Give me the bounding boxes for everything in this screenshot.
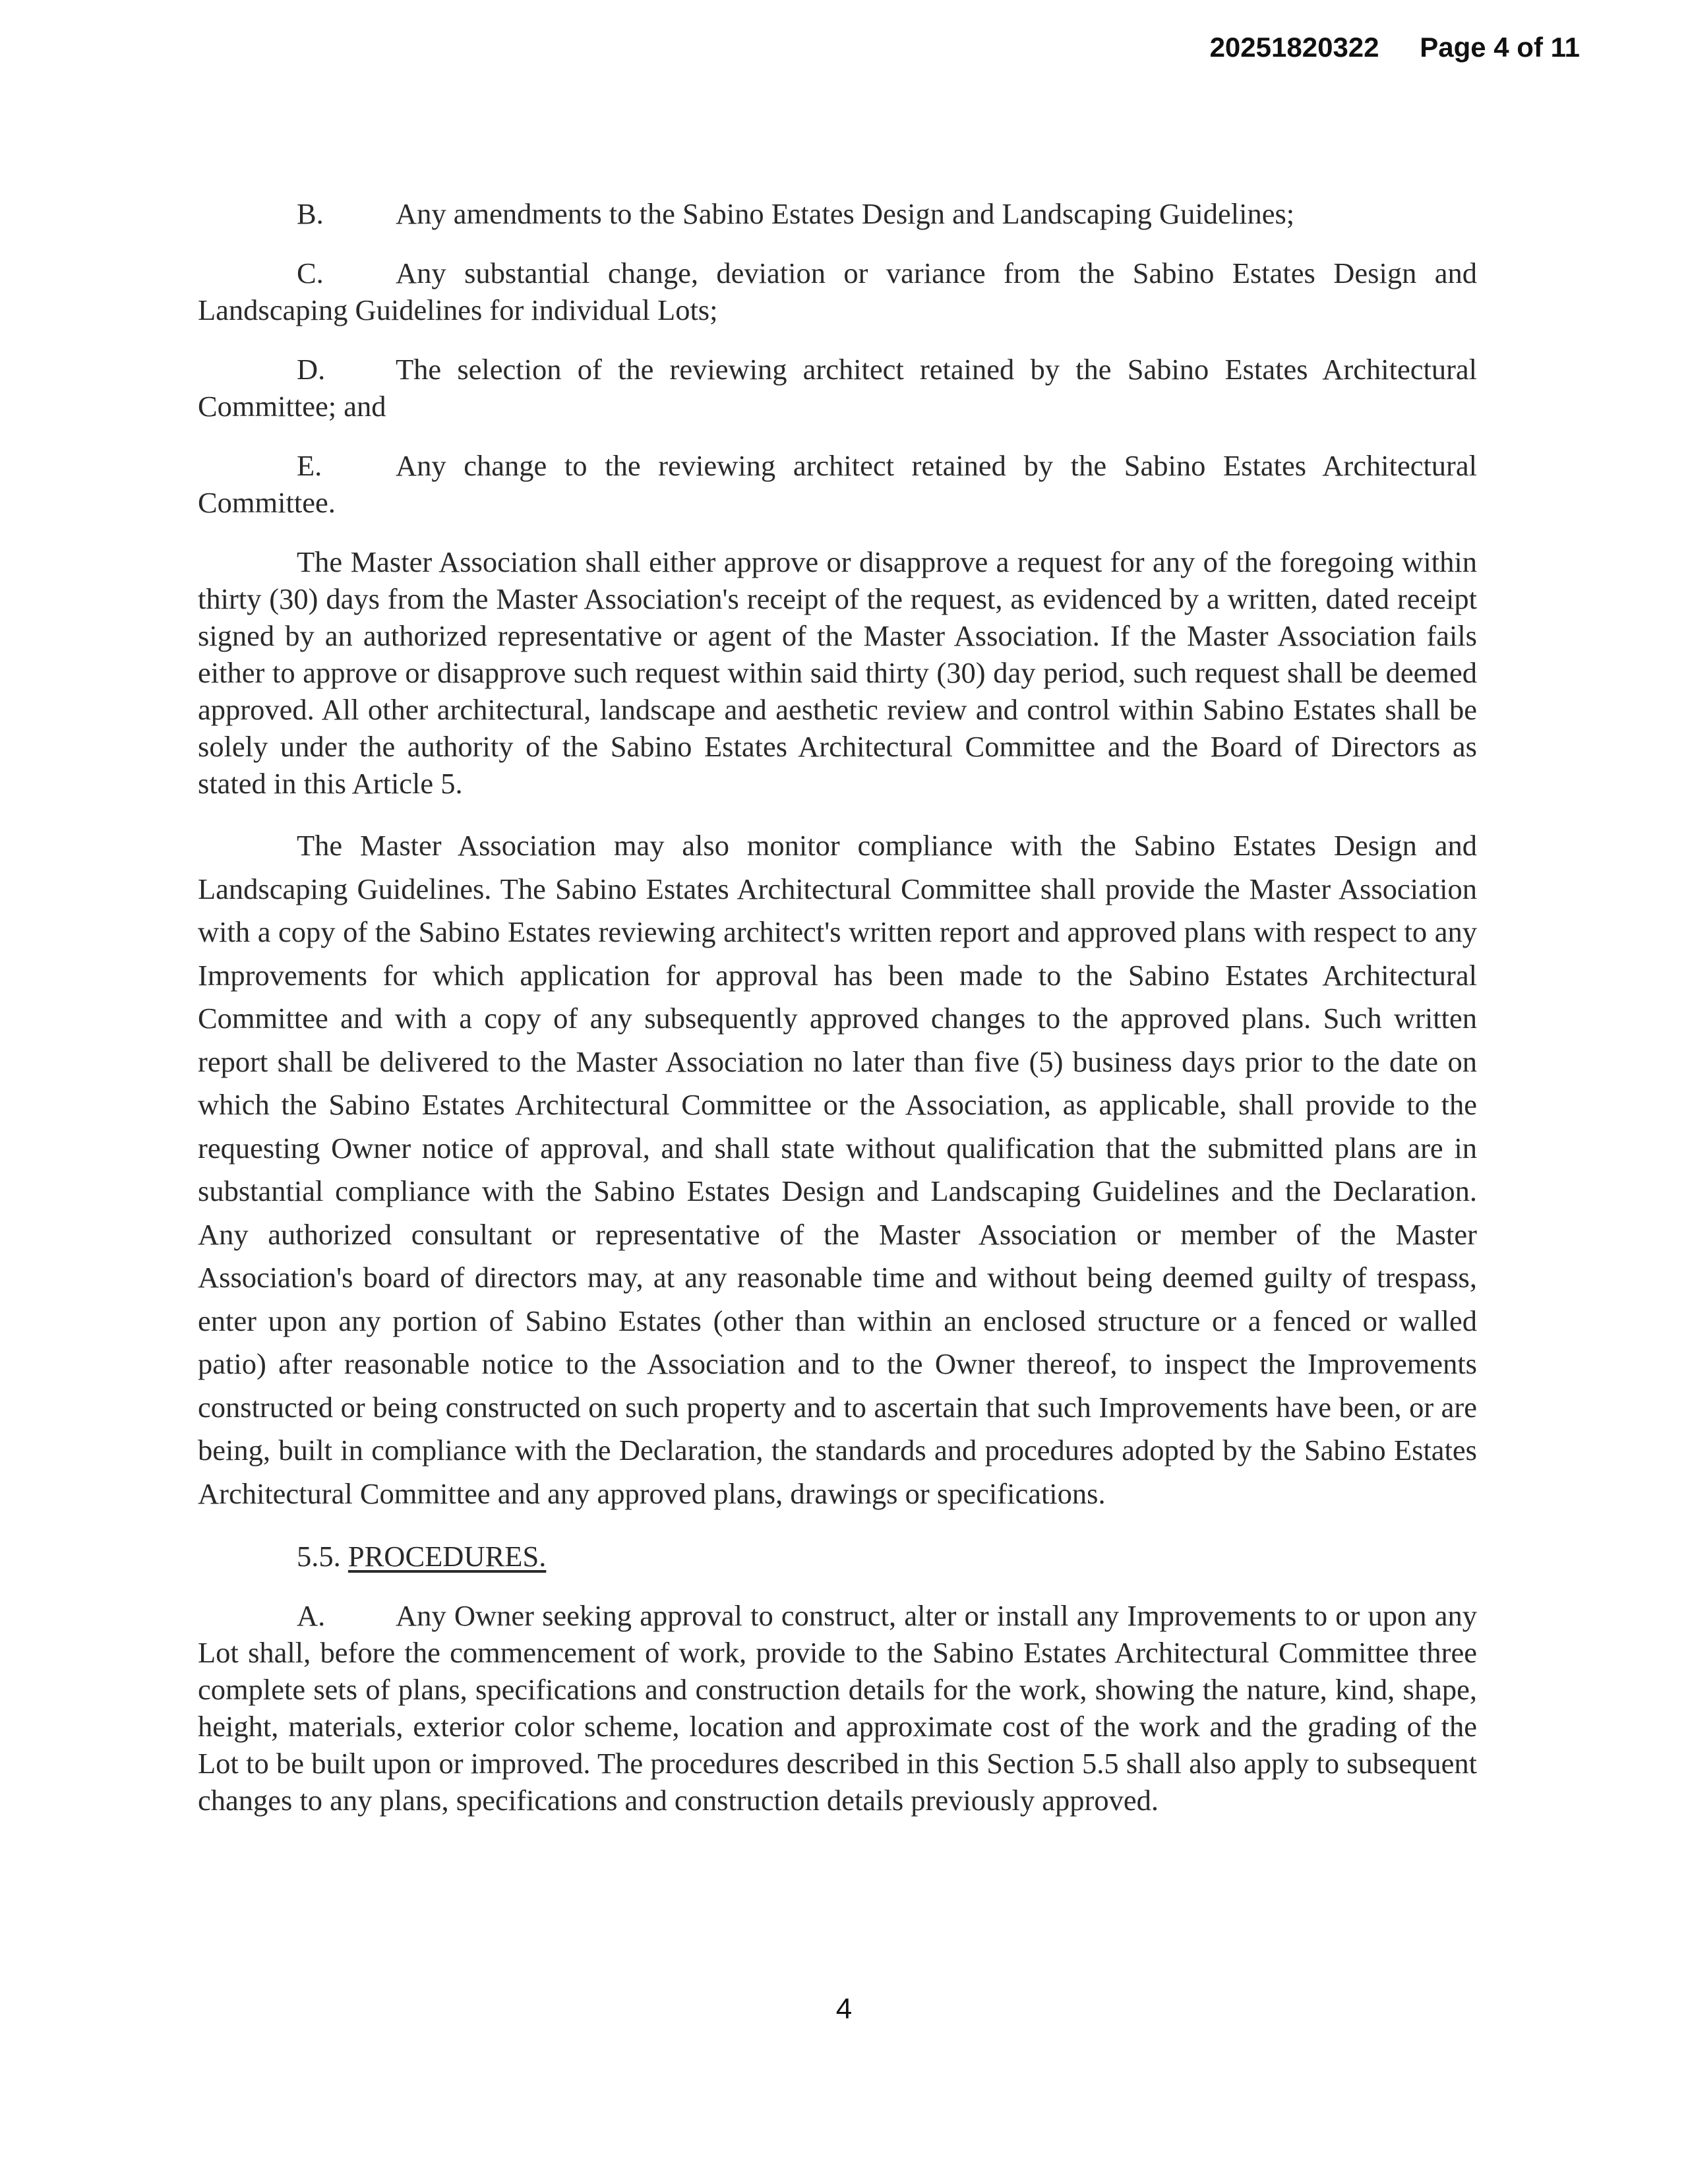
list-item-label: A. (297, 1599, 326, 1632)
list-item-text: Any substantial change, deviation or variance from the Sabino Estates Design and Landscaping Guidelines for individual Lots; (198, 257, 1477, 326)
page-header (1210, 32, 1580, 63)
list-item-text: Any change to the reviewing architect retained by the Sabino Estates Architectural Committee. (198, 449, 1477, 519)
list-item-label: C. (297, 257, 324, 289)
list-item-label: E. (297, 449, 322, 482)
procedure-item-a (198, 1597, 1477, 1819)
section-number: 5.5. (297, 1540, 341, 1573)
list-item-label: D. (297, 353, 326, 386)
list-item-label: B. (297, 197, 324, 230)
document-number: 20251820322 (1209, 32, 1379, 63)
monitoring-paragraph: The Master Association may also monitor compliance with the Sabino Estates Design and Landscaping Guidelines. The Sabino Estates Architectural Committee shall provide the Master Association with a copy of the Sabino Estates reviewing architect's written report and approved plans with respect to any Improvements for which application for approval has been made to the Sabino Estates Architectural Committee and with a copy of any subsequently approved changes to the approved plans. Such written report shall be delivered to the Master Association no later than five (5) business days prior to the date on which the Sabino Estates Architectural Committee or the Association, as applicable, shall provide to the requesting Owner notice of approval, and shall state without qualification that the submitted plans are in substantial compliance with the Sabino Estates Design and Landscaping Guidelines and the Declaration. Any authorized consultant or representative of the Master Association or member of the Master Association's board of directors may, at any reasonable time and without being deemed guilty of trespass, enter upon any portion of Sabino Estates (other than within an enclosed structure or a fenced or walled patio) after reasonable notice to the Association and to the Owner thereof, to inspect the Improvements constructed or being constructed on such property and to ascertain that such Improvements have been, or are being, built in compliance with the Declaration, the standards and procedures adopted by the Sabino Estates Architectural Committee and any approved plans, drawings or specifications. (198, 829, 1477, 1510)
list-item-text: The selection of the reviewing architect retained by the Sabino Estates Architectural Committee; and (198, 353, 1477, 423)
list-item-d (198, 351, 1477, 425)
page-indicator: Page 4 of 11 (1420, 32, 1580, 63)
section-title: PROCEDURES. (347, 1540, 547, 1573)
list-item-text: Any amendments to the Sabino Estates Design and Landscaping Guidelines; (396, 197, 1295, 230)
page-number: 4 (835, 1993, 853, 2025)
section-heading (198, 1538, 1477, 1575)
document-body (198, 195, 1477, 1819)
list-item-c (198, 255, 1477, 328)
list-item-text: Any Owner seeking approval to construct, alter or install any Improvements to or upon any Lot shall, before the commencement of work, provide to the Sabino Estates Architectural Committee three complete sets of plans, specifications and construction details for the work, showing the nature, kind, shape, height, materials, exterior color scheme, location and approximate cost of the work and the grading of the Lot to be built upon or improved. The procedures described in this Section 5.5 shall also apply to subsequent changes to any plans, specifications and construction details previously approved. (198, 1599, 1477, 1817)
list-item-b (198, 195, 1477, 232)
approval-paragraph: The Master Association shall either approve or disapprove a request for any of the foregoing within thirty (30) days from the Master Association's receipt of the request, as evidenced by a written, dated receipt signed by an authorized representative or agent of the Master Association. If the Master Association fails either to approve or disapprove such request within said thirty (30) day period, such request shall be deemed approved. All other architectural, landscape and aesthetic review and control within Sabino Estates shall be solely under the authority of the Sabino Estates Architectural Committee and the Board of Directors as stated in this Article 5. (198, 545, 1477, 800)
list-item-e (198, 447, 1477, 521)
